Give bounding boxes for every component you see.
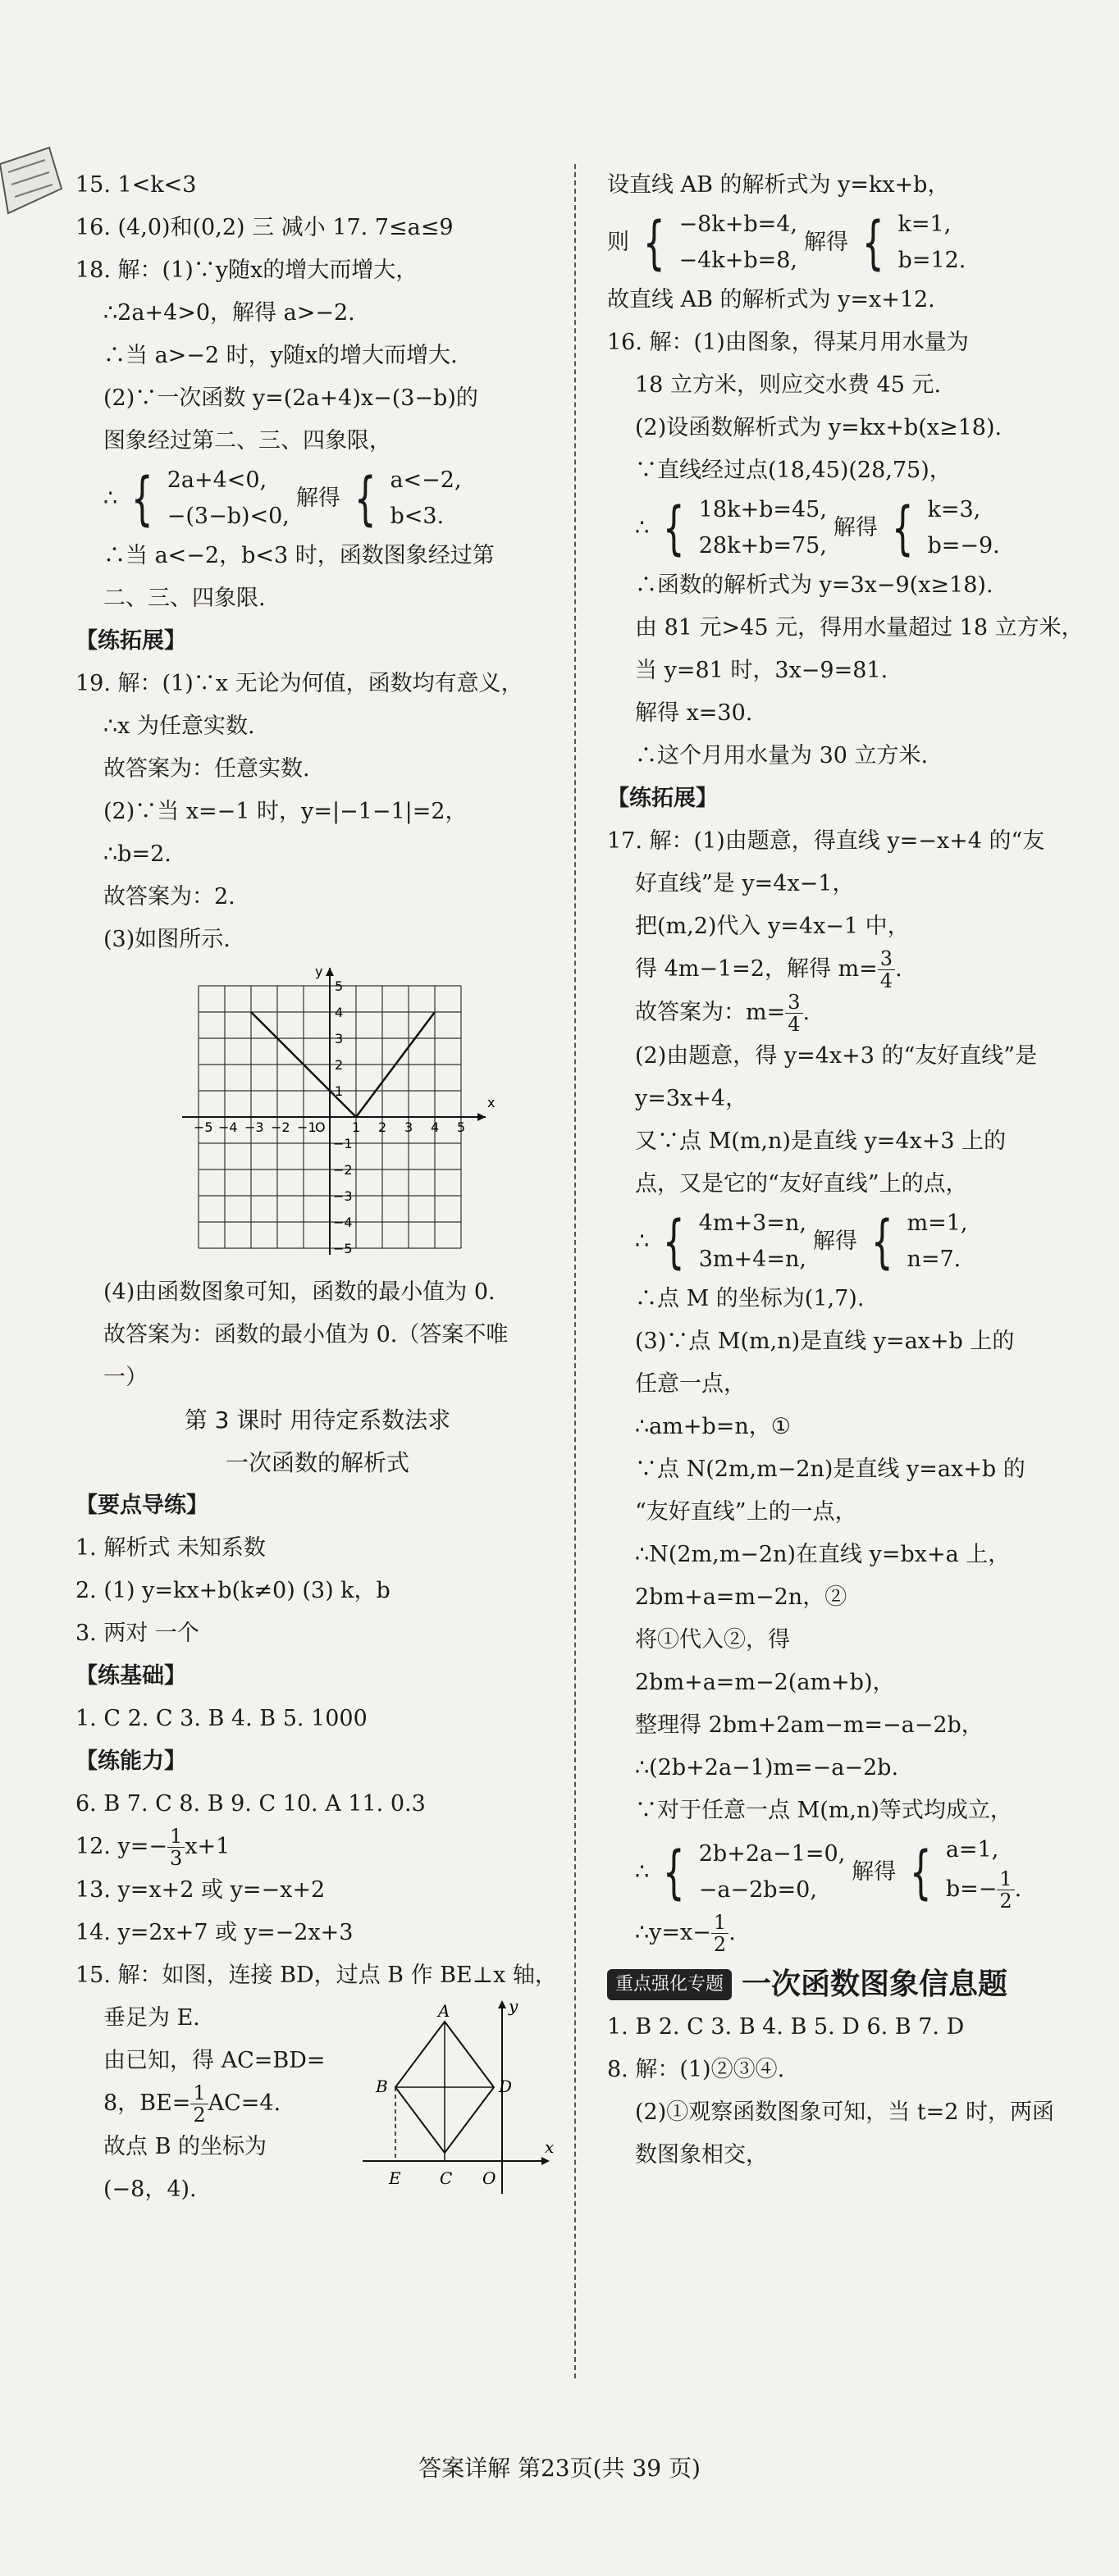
numerator: 1 <box>997 1868 1014 1890</box>
equation-system <box>607 1206 1083 1278</box>
fraction <box>785 992 802 1035</box>
y-tick: 4 <box>335 1005 344 1020</box>
x-tick: 4 <box>431 1119 440 1135</box>
answer-line: 1. C 2. C 3. B 4. B 5. 1000 <box>75 1706 368 1731</box>
text-line: (2)由题意，得 y=4x+3 的“友好直线”是 <box>635 1043 1038 1069</box>
text-line: ∴y=x− $\frac{1}{2}$ . <box>635 1911 736 1956</box>
corner-logo <box>0 139 66 230</box>
numerator: 3 <box>878 948 895 970</box>
fraction <box>190 2082 208 2126</box>
y-tick: −2 <box>333 1162 353 1178</box>
point-b-label: B <box>376 2077 388 2096</box>
text-line: 又∵点 M(m,n)是直线 y=4x+3 上的 <box>635 1128 1007 1154</box>
numerator: 1 <box>711 1912 728 1934</box>
eq: b=12. <box>897 248 966 273</box>
eq: 18k+b=45, <box>698 497 827 522</box>
answer-line: 1. 解析式 未知系数 <box>75 1535 266 1561</box>
x-tick: 1 <box>352 1119 361 1135</box>
text: 12. y=− <box>75 1834 168 1859</box>
section-header: 【练能力】 <box>75 1748 186 1774</box>
text-line: ∴点 M 的坐标为(1,7). <box>635 1286 865 1311</box>
text-line: y=3x+4， <box>635 1086 748 1111</box>
eq: n=7. <box>907 1247 961 1272</box>
x-tick: 3 <box>404 1119 413 1135</box>
answer-line: 2. (1) y=kx+b(k≠0) (3) k，b <box>75 1578 391 1603</box>
lesson-title: 第 3 课时 用待定系数法求 <box>184 1407 451 1434</box>
x-tick: −3 <box>244 1119 264 1135</box>
text: 则 <box>607 230 629 255</box>
eq: −a−2b=0, <box>698 1876 817 1903</box>
text-line: ∴函数的解析式为 y=3x−9(x≥18). <box>635 572 993 598</box>
point-c-label: C <box>440 2168 453 2188</box>
text-line: 故答案为：2. <box>103 884 235 910</box>
right-column <box>607 164 1083 2177</box>
text-line: 整理得 2bm+2am−m=−a−2b， <box>635 1712 984 1738</box>
text-line: ∴x 为任意实数. <box>103 714 255 739</box>
eq: m=1, <box>907 1210 968 1236</box>
brace: { <box>642 209 665 276</box>
left-column <box>75 164 560 2211</box>
eq: 28k+b=75, <box>698 533 827 559</box>
text-line: ∵直线经过点(18,45)(28,75)， <box>635 458 952 483</box>
text-line: 2bm+a=m−2n，② <box>635 1584 847 1610</box>
text-line: ∴b=2. <box>103 841 171 867</box>
therefore-symbol: ∴ <box>635 515 650 540</box>
text-line: 数图象相交， <box>635 2142 768 2168</box>
text-line: 图象经过第二、三、四象限， <box>103 428 391 454</box>
therefore-symbol: ∴ <box>635 1858 650 1885</box>
answer-17: 17. 解：(1)由题意，得直线 y=−x+4 的“友 <box>607 828 1045 854</box>
answer-16: 16. 解：(1)由图象，得某月用水量为 <box>607 330 969 355</box>
denominator: 3 <box>170 1847 183 1870</box>
numerator: 1 <box>190 2082 208 2104</box>
text-line: ∴这个月用水量为 30 立方米. <box>635 743 929 768</box>
text-line: “友好直线”上的一点， <box>635 1499 857 1525</box>
answer-16-17: 16. (4,0)和(0,2) 三 减小 17. 7≤a≤9 <box>75 215 454 240</box>
text-line: (3)如图所示. <box>103 927 231 952</box>
x-tick: −4 <box>218 1119 238 1135</box>
text-line: 任意一点， <box>635 1371 746 1397</box>
equation-system <box>75 463 560 535</box>
solve-word: 解得 <box>812 1229 857 1254</box>
point-d-label: D <box>499 2077 513 2096</box>
fraction <box>878 948 895 992</box>
text: 得 4m−1=2，解得 m= <box>635 956 878 982</box>
numerator: 3 <box>785 992 802 1014</box>
text-line: ∴当 a<−2，b<3 时，函数图象经过第 <box>103 543 495 568</box>
equation-system <box>607 492 1083 564</box>
solve-word: 解得 <box>833 515 878 540</box>
eq: b<3. <box>390 504 445 529</box>
x-axis-label: x <box>545 2137 555 2157</box>
text-line: (3)∵点 M(m,n)是直线 y=ax+b 上的 <box>635 1329 1015 1354</box>
text-line: 得 4m−1=2，解得 m= $\frac{3}{4}$ . <box>635 947 902 992</box>
x-tick: −5 <box>194 1119 213 1135</box>
text-line: (2)设函数解析式为 y=kx+b(x≥18). <box>635 415 1003 440</box>
brace: { <box>131 465 153 532</box>
brace: { <box>870 1208 893 1275</box>
answer-19: 19. 解：(1)∵x 无论为何值，函数均有意义， <box>75 671 523 696</box>
square-figure <box>363 1997 560 2202</box>
answer-15: 15. 1<k<3 <box>75 172 197 198</box>
denominator: 2 <box>193 2104 206 2127</box>
brace: { <box>354 465 377 532</box>
topic-tag: 重点强化专题 <box>607 1969 732 2000</box>
eq: −(3−b)<0, <box>167 504 290 529</box>
denominator: 4 <box>879 969 893 992</box>
eq: k=3, <box>927 497 981 522</box>
text-line: 把(m,2)代入 y=4x−1 中， <box>635 914 910 939</box>
text-line: ∴当 a>−2 时，y随x的增大而增大. <box>103 343 458 368</box>
text-line: 故直线 AB 的解析式为 y=x+12. <box>607 287 935 312</box>
page-footer: 答案详解 第23页(共 39 页) <box>418 2455 701 2482</box>
point-a-label: A <box>438 2001 450 2021</box>
column-divider <box>574 164 576 2378</box>
answer-line: 15. 解：如图，连接 BD，过点 B 作 BE⊥x 轴， <box>75 1963 557 1988</box>
solve-word: 解得 <box>804 230 848 255</box>
topic-title: 一次函数图象信息题 <box>742 1967 1008 2001</box>
answer-line: 3. 两对 一个 <box>75 1621 199 1646</box>
topic-banner <box>607 1963 1083 2006</box>
text-line: ∴(2b+2a−1)m=−a−2b. <box>635 1755 899 1780</box>
y-tick: 2 <box>335 1057 344 1073</box>
answer-18: 18. 解：(1)∵y随x的增大而增大， <box>75 258 418 283</box>
text-line: 点，又是它的“友好直线”上的点， <box>635 1171 968 1197</box>
x-tick: −2 <box>271 1119 290 1135</box>
therefore-symbol: ∴ <box>103 486 118 511</box>
text: 故答案为：m= <box>635 1000 786 1025</box>
fraction <box>997 1868 1014 1912</box>
solve-word: 解得 <box>852 1858 897 1885</box>
y-tick: −5 <box>333 1241 353 1256</box>
therefore-symbol: ∴ <box>635 1229 650 1254</box>
text-line: 故点 B 的坐标为 <box>103 2134 267 2159</box>
text-line: 好直线”是 y=4x−1， <box>635 871 855 896</box>
eq: k=1, <box>897 212 952 237</box>
eq: a=1, <box>945 1837 999 1862</box>
equation-system <box>607 207 1083 279</box>
text-line: 一） <box>103 1365 148 1390</box>
answer-line: 6. B 7. C 8. B 9. C 10. A 11. 0.3 <box>75 1791 426 1817</box>
brace: { <box>891 495 914 562</box>
denominator: 4 <box>788 1013 801 1036</box>
x-tick: 5 <box>457 1119 466 1135</box>
brace: { <box>910 1838 932 1906</box>
answer-line: 13. y=x+2 或 y=−x+2 <box>75 1877 326 1903</box>
text-line: (2)∵当 x=−1 时，y=|−1−1|=2， <box>103 799 468 824</box>
y-tick: −1 <box>333 1136 353 1151</box>
fraction <box>167 1826 185 1869</box>
text-line: (2)∵一次函数 y=(2a+4)x−(3−b)的 <box>103 385 478 411</box>
text-line: 故答案为：函数的最小值为 0.（答案不唯 <box>103 1322 509 1347</box>
x-tick: 2 <box>378 1119 387 1135</box>
section-header: 【练基础】 <box>75 1663 186 1689</box>
y-tick: 1 <box>335 1083 344 1099</box>
brace: { <box>663 1838 685 1906</box>
point-e-label: E <box>389 2168 401 2188</box>
answer-line: 1. B 2. C 3. B 4. B 5. D 6. B 7. D <box>607 2014 965 2040</box>
text-line: 2bm+a=m−2(am+b)， <box>635 1670 895 1695</box>
eq: −4k+b=8, <box>678 248 797 273</box>
eq: b=−9. <box>927 533 1000 559</box>
text-line: (2)①观察函数图象可知，当 t=2 时，两函 <box>635 2100 1055 2125</box>
text-line: (4)由函数图象可知，函数的最小值为 0. <box>103 1279 496 1305</box>
solve-word: 解得 <box>295 486 340 511</box>
y-tick: 3 <box>335 1031 344 1046</box>
brace: { <box>861 209 884 276</box>
eq: 2a+4<0, <box>167 467 267 493</box>
text: 8，BE= <box>103 2090 191 2116</box>
denominator: 2 <box>999 1890 1012 1913</box>
text-line: 解得 x=30. <box>635 700 753 726</box>
text: x+1 <box>185 1834 231 1859</box>
lesson-subtitle: 一次函数的解析式 <box>225 1449 409 1476</box>
eq: 2b+2a−1=0, <box>698 1840 846 1867</box>
text: b=− <box>945 1876 998 1902</box>
text-line: 设直线 AB 的解析式为 y=kx+b， <box>607 172 950 198</box>
answer-12 <box>75 1826 560 1869</box>
origin-label: O <box>482 2168 496 2188</box>
answer-line: 14. y=2x+7 或 y=−2x+3 <box>75 1920 354 1945</box>
function-graph <box>182 961 527 1256</box>
eq: b=− $\frac{1}{2}$ . <box>945 1867 1022 1913</box>
y-axis-label: y <box>509 1997 518 2016</box>
y-tick: −4 <box>333 1215 353 1230</box>
section-header: 【练拓展】 <box>607 786 718 811</box>
y-tick: −3 <box>333 1188 353 1204</box>
x-axis-label: x <box>487 1095 496 1110</box>
brace: { <box>663 1208 685 1275</box>
equation-system <box>607 1832 1083 1912</box>
text-line: ∵点 N(2m,m−2n)是直线 y=ax+b 的 <box>635 1457 1025 1482</box>
text-line: ∴N(2m,m−2n)在直线 y=bx+a 上， <box>635 1542 1011 1567</box>
numerator: 1 <box>167 1826 185 1848</box>
text: AC=4. <box>208 2090 281 2116</box>
text-line: ∴2a+4>0，解得 a>−2. <box>103 300 355 326</box>
text: ∴y=x− <box>635 1920 711 1945</box>
text-line: 故答案为：m= $\frac{3}{4}$ . <box>635 991 811 1036</box>
text-line: 当 y=81 时，3x−9=81. <box>635 658 888 683</box>
text-line: 将①代入②，得 <box>635 1627 790 1653</box>
eq: 3m+4=n, <box>698 1247 806 1272</box>
text-line: 二、三、四象限. <box>103 586 266 611</box>
eq: a<−2, <box>390 467 462 493</box>
text-line: 垂足为 E. <box>103 2005 200 2031</box>
y-tick: 5 <box>335 978 344 994</box>
section-header: 【练拓展】 <box>75 628 186 654</box>
eq: −8k+b=4, <box>678 212 797 237</box>
brace: { <box>663 495 685 562</box>
text-line: ∴am+b=n，① <box>635 1414 792 1439</box>
eq: 4m+3=n, <box>698 1210 806 1236</box>
fraction <box>711 1912 728 1955</box>
answer-8: 8. 解：(1)②③④. <box>607 2057 785 2082</box>
text-line: (−8，4). <box>103 2177 197 2202</box>
text-line: 故答案为：任意实数. <box>103 756 310 782</box>
section-header: 【要点导练】 <box>75 1493 208 1518</box>
denominator: 2 <box>713 1933 727 1956</box>
text-line: 由已知，得 AC=BD= <box>103 2048 326 2073</box>
text-line: ∵对于任意一点 M(m,n)等式均成立， <box>635 1798 1012 1823</box>
x-tick: −1 <box>297 1119 317 1135</box>
text-line: 由 81 元>45 元，得用水量超过 18 立方米， <box>635 615 1084 641</box>
origin-label: O <box>315 1119 326 1135</box>
text-line: 18 立方米，则应交水费 45 元. <box>635 372 942 398</box>
y-axis-label: y <box>315 964 323 979</box>
